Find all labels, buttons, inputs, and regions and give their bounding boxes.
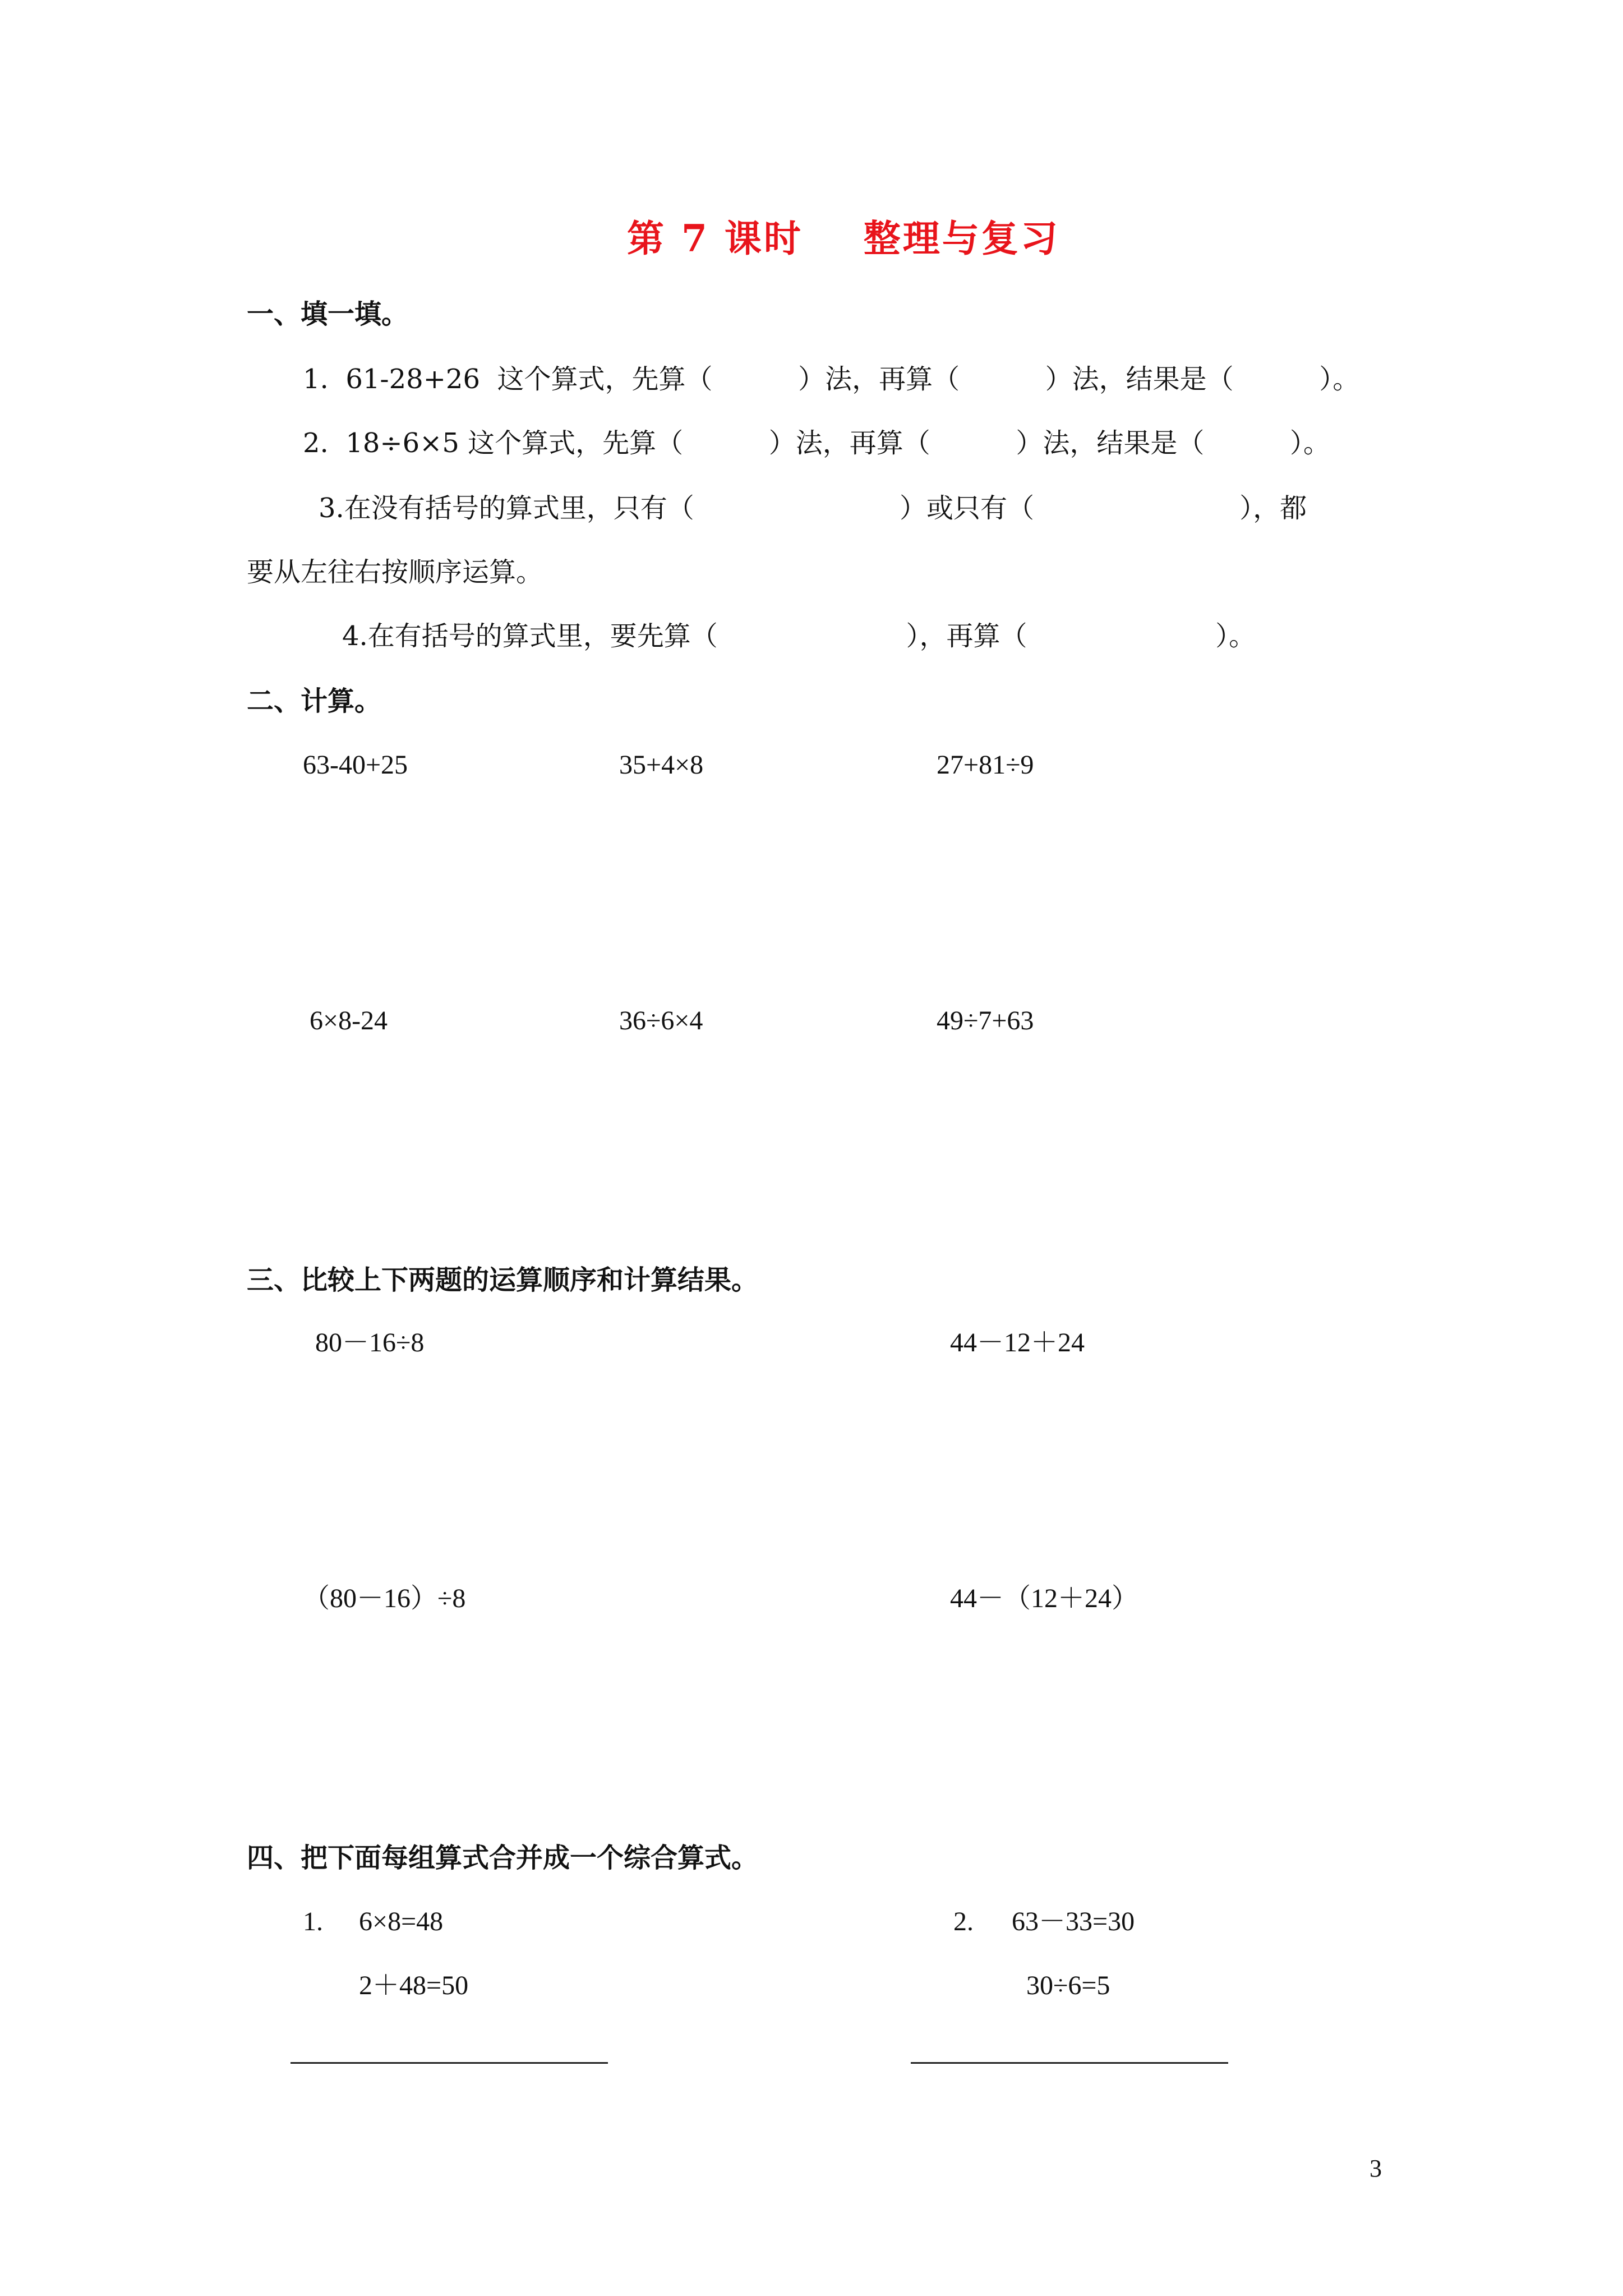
fill-question-2: 2. 18÷6×5 这个算式，先算（ ）法，再算（ ）法，结果是（ ）。 xyxy=(303,427,1330,459)
section-4-heading: 四、把下面每组算式合并成一个综合算式。 xyxy=(247,1842,759,1874)
group-2-equation-2: 30÷6=5 xyxy=(1026,1971,1110,2000)
fill-question-4: 4.在有括号的算式里，要先算（ ），再算（ ）。 xyxy=(342,620,1256,652)
fill-question-3-line-1: 3.在没有括号的算式里，只有（ ）或只有（ ），都 xyxy=(319,493,1307,524)
section-2-heading: 二、计算。 xyxy=(247,685,382,717)
calc-expression: 27+81÷9 xyxy=(937,750,1034,780)
calc-expression: 35+4×8 xyxy=(619,750,704,780)
page-number: 3 xyxy=(1370,2155,1382,2182)
compare-expression-top: 80－16÷8 xyxy=(315,1328,425,1358)
group-1-answer-line xyxy=(291,2062,608,2064)
group-2-answer-line xyxy=(911,2062,1228,2064)
fill-question-1: 1. 61-28+26 这个算式，先算（ ）法，再算（ ）法，结果是（ ）。 xyxy=(303,364,1360,395)
group-1-equation-2: 2＋48=50 xyxy=(359,1971,469,2000)
calc-expression: 63-40+25 xyxy=(303,750,408,780)
group-2-number: 2. xyxy=(953,1907,974,1936)
group-1-number: 1. xyxy=(303,1907,323,1936)
compare-expression-bottom: （80－16）÷8 xyxy=(303,1584,466,1613)
page-title: 第 7 课时 整理与复习 xyxy=(627,217,1060,260)
compare-expression-bottom: 44－（12＋24） xyxy=(950,1584,1139,1613)
calc-expression: 36÷6×4 xyxy=(619,1006,703,1036)
group-2-equation-1: 63－33=30 xyxy=(1012,1907,1135,1936)
compare-expression-top: 44－12＋24 xyxy=(950,1328,1085,1358)
group-1-equation-1: 6×8=48 xyxy=(359,1907,444,1936)
calc-expression: 6×8-24 xyxy=(310,1006,388,1036)
section-1-heading: 一、填一填。 xyxy=(247,298,409,330)
section-3-heading: 三、比较上下两题的运算顺序和计算结果。 xyxy=(247,1264,759,1296)
fill-question-3-line-2: 要从左往右按顺序运算。 xyxy=(247,556,543,588)
calc-expression: 49÷7+63 xyxy=(937,1006,1034,1036)
